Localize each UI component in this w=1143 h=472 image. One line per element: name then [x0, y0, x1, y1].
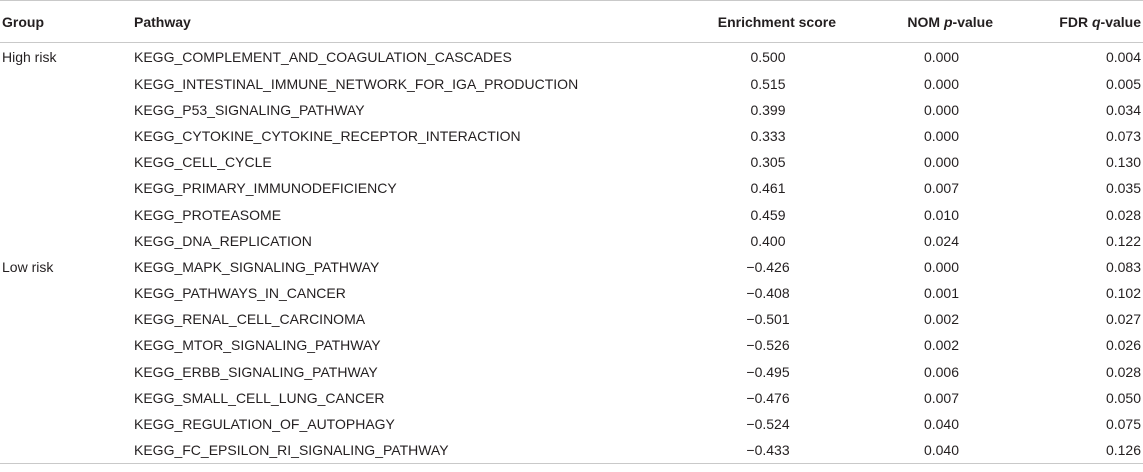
nom-p-value-cell: 0.002 — [923, 311, 960, 328]
group-cell — [0, 71, 131, 97]
enrichment-score-cell: −0.476 — [746, 389, 790, 406]
header-nom-suffix: -value — [952, 13, 993, 30]
group-cell — [0, 97, 131, 123]
nom-p-value-cell: 0.000 — [923, 48, 960, 65]
table-row — [0, 149, 1143, 175]
fdr-q-value-cell: 0.034 — [1105, 101, 1141, 118]
group-cell — [0, 437, 131, 463]
fdr-q-value-cell: 0.004 — [1105, 48, 1141, 65]
pathway-cell: KEGG_INTESTINAL_IMMUNE_NETWORK_FOR_IGA_PRODUCTION — [134, 75, 579, 92]
table-row — [0, 123, 1143, 149]
pathway-cell: KEGG_DNA_REPLICATION — [134, 232, 312, 249]
group-cell — [0, 175, 131, 201]
nom-p-value-cell: 0.000 — [923, 258, 960, 275]
fdr-q-value-cell: 0.130 — [1105, 154, 1141, 171]
table-header — [0, 1, 1143, 43]
fdr-q-value-cell: 0.073 — [1105, 127, 1141, 144]
table-row — [0, 71, 1143, 97]
table-row — [0, 359, 1143, 385]
enrichment-score-cell: 0.305 — [750, 154, 786, 171]
enrichment-score-cell: 0.515 — [750, 75, 786, 92]
fdr-q-value-cell: 0.122 — [1105, 232, 1141, 249]
enrichment-score-cell: −0.501 — [746, 311, 790, 328]
table-row — [0, 306, 1143, 332]
pathway-cell: KEGG_REGULATION_OF_AUTOPHAGY — [134, 416, 395, 433]
table-row — [0, 43, 1143, 71]
group-cell — [0, 228, 131, 254]
nom-p-value-cell: 0.006 — [923, 363, 960, 380]
table-row — [0, 385, 1143, 411]
group-cell — [0, 332, 131, 358]
pathway-cell: KEGG_ERBB_SIGNALING_PATHWAY — [134, 363, 378, 380]
pathway-cell: KEGG_PRIMARY_IMMUNODEFICIENCY — [134, 180, 397, 197]
header-nom-p-value — [840, 1, 1003, 43]
table-row — [0, 437, 1143, 463]
pathway-cell: KEGG_COMPLEMENT_AND_COAGULATION_CASCADES — [134, 48, 512, 65]
enrichment-score-cell: 0.461 — [750, 180, 786, 197]
table-row — [0, 175, 1143, 201]
group-cell — [0, 123, 131, 149]
fdr-q-value-cell: 0.026 — [1105, 337, 1141, 354]
nom-p-value-cell: 0.002 — [923, 337, 960, 354]
pathway-cell: KEGG_PROTEASOME — [134, 206, 282, 223]
group-cell — [0, 385, 131, 411]
group-cell — [0, 306, 131, 332]
pathway-cell: KEGG_P53_SIGNALING_PATHWAY — [134, 101, 365, 118]
header-row — [0, 1, 1143, 43]
fdr-q-value-cell: 0.126 — [1105, 441, 1141, 458]
enrichment-score-cell: 0.333 — [750, 127, 786, 144]
group-cell — [0, 359, 131, 385]
enrichment-score-cell: 0.399 — [750, 101, 786, 118]
header-nom-italic: p — [943, 13, 953, 30]
fdr-q-value-cell: 0.083 — [1105, 258, 1141, 275]
nom-p-value-cell: 0.024 — [923, 232, 960, 249]
header-fdr-italic: q — [1091, 13, 1101, 30]
enrichment-score-cell: −0.426 — [746, 258, 790, 275]
nom-p-value-cell: 0.010 — [923, 206, 960, 223]
enrichment-score-cell: 0.500 — [750, 48, 786, 65]
fdr-q-value-cell: 0.035 — [1105, 180, 1141, 197]
pathway-cell: KEGG_CELL_CYCLE — [134, 154, 272, 171]
table-row — [0, 280, 1143, 306]
enrichment-score-cell: −0.408 — [746, 285, 790, 302]
group-cell — [0, 411, 131, 437]
table-row — [0, 228, 1143, 254]
enrichment-score-cell: −0.524 — [746, 416, 790, 433]
nom-p-value-cell: 0.040 — [923, 416, 960, 433]
table-row — [0, 254, 1143, 280]
enrichment-score-cell: −0.526 — [746, 337, 790, 354]
nom-p-value-cell: 0.000 — [923, 154, 960, 171]
enrichment-score-cell: −0.495 — [746, 363, 790, 380]
pathway-cell: KEGG_PATHWAYS_IN_CANCER — [134, 285, 346, 302]
fdr-q-value-cell: 0.050 — [1105, 389, 1141, 406]
fdr-q-value-cell: 0.102 — [1105, 285, 1141, 302]
nom-p-value-cell: 0.007 — [923, 389, 960, 406]
group-cell — [0, 149, 131, 175]
pathway-cell: KEGG_SMALL_CELL_LUNG_CANCER — [134, 389, 385, 406]
header-pathway: Pathway — [134, 13, 191, 30]
pathway-cell: KEGG_FC_EPSILON_RI_SIGNALING_PATHWAY — [134, 441, 449, 458]
nom-p-value-cell: 0.007 — [923, 180, 960, 197]
header-fdr-q-value — [1003, 1, 1143, 43]
group-cell — [0, 280, 131, 306]
nom-p-value-cell: 0.040 — [923, 441, 960, 458]
header-fdr-suffix: -value — [1100, 13, 1141, 30]
header-enrichment-score: Enrichment score — [717, 13, 836, 30]
group-cell: Low risk — [2, 258, 54, 275]
table-row — [0, 97, 1143, 123]
nom-p-value-cell: 0.000 — [923, 75, 960, 92]
pathway-cell: KEGG_MTOR_SIGNALING_PATHWAY — [134, 337, 381, 354]
fdr-q-value-cell: 0.028 — [1105, 206, 1141, 223]
fdr-q-value-cell: 0.028 — [1105, 363, 1141, 380]
header-group: Group — [2, 13, 44, 30]
enrichment-score-cell: 0.400 — [750, 232, 786, 249]
table-body — [0, 43, 1143, 464]
header-fdr-prefix: FDR — [1059, 13, 1092, 30]
fdr-q-value-cell: 0.005 — [1105, 75, 1141, 92]
table-row — [0, 332, 1143, 358]
group-cell — [0, 201, 131, 227]
table-row — [0, 411, 1143, 437]
header-nom-prefix: NOM — [907, 13, 944, 30]
pathway-cell: KEGG_RENAL_CELL_CARCINOMA — [134, 311, 366, 328]
enrichment-score-cell: 0.459 — [750, 206, 786, 223]
table-row — [0, 201, 1143, 227]
fdr-q-value-cell: 0.075 — [1105, 416, 1141, 433]
nom-p-value-cell: 0.000 — [923, 127, 960, 144]
enrichment-score-cell: −0.433 — [746, 441, 790, 458]
group-cell: High risk — [2, 48, 57, 65]
fdr-q-value-cell: 0.027 — [1105, 311, 1141, 328]
pathway-cell: KEGG_CYTOKINE_CYTOKINE_RECEPTOR_INTERACTION — [134, 127, 521, 144]
pathway-cell: KEGG_MAPK_SIGNALING_PATHWAY — [134, 258, 380, 275]
nom-p-value-cell: 0.000 — [923, 101, 960, 118]
nom-p-value-cell: 0.001 — [923, 285, 960, 302]
